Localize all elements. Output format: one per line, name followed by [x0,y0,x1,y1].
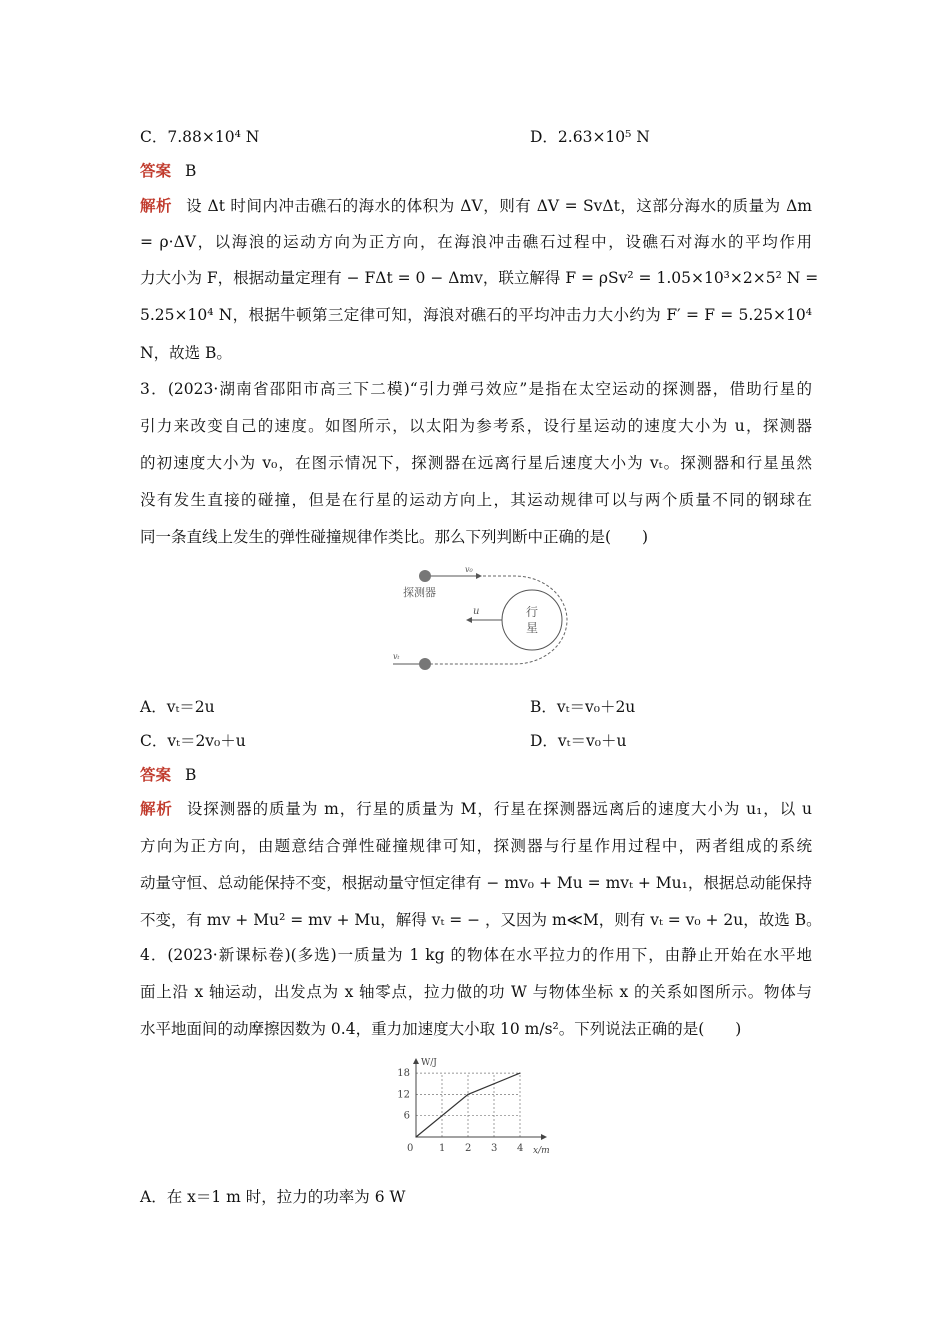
q3-answer [140,765,812,785]
probe-end-dot [419,658,431,670]
probe-label: 探测器 [403,586,436,599]
q2-option-c[interactable]: C．7.88×10⁴ N [140,128,260,146]
y-tick-label: 12 [397,1089,410,1101]
u-label: u [473,606,480,617]
q4-stem-line: 水平地面间的动摩擦因数为 0.4，重力加速度大小取 10 m/s²。下列说法正确的是( ) [140,1020,742,1038]
q3-analysis-line: 动量守恒、总动能保持不变，根据动量守恒定律有 − mv₀ + Mu = mvₜ + Mu₁，根据总动能保持 [140,874,812,892]
q3-analysis-line: 解析 设探测器的质量为 m，行星的质量为 M，行星在探测器远离后的速度大小为 u₁，以 u [140,799,812,818]
series-point [415,1136,416,1137]
analysis-label: 解析 [140,196,173,215]
q3-options-row-1 [140,697,812,717]
answer-value: B [185,766,197,784]
q4-stem-line: 4．(2023·新课标卷)(多选)一质量为 1 kg 的物体在水平拉力的作用下，由静止开始在水平地 [140,946,812,964]
q3-stem-line: 同一条直线上发生的弹性碰撞规律作类比。那么下列判断中正确的是( ) [140,528,649,546]
q3-stem-line: 的初速度大小为 v₀，在图示情况下，探测器在远离行星后速度大小为 vₜ。探测器和行星虽然 [140,454,812,472]
q2-option-d[interactable]: D．2.63×10⁵ N [530,128,650,146]
answer-label: 答案 [140,161,172,180]
y-tick-label: 18 [397,1068,410,1080]
q3-option-b[interactable]: B．vₜ＝v₀＋2u [530,698,636,716]
slingshot-diagram [395,562,585,672]
q3-option-c[interactable]: C．vₜ＝2v₀＋u [140,732,246,750]
q2-analysis-line: = ρ·ΔV，以海浪的运动方向为正方向，在海浪冲击礁石过程中，设礁石对海水的平均作用 [140,233,812,251]
x-tick-label: 2 [465,1143,472,1154]
planet-label-1: 行 [526,605,539,619]
q2-answer [140,161,812,181]
grid-layer [416,1073,520,1137]
y-axis-label: W/J [421,1058,437,1068]
q3-analysis-line: 不变，有 mv + Mu² = mv + Mu，解得 vₜ = − ，又因为 m≪M，则有 vₜ = v₀ + 2u，故选 B。 [140,911,822,929]
answer-label: 答案 [140,765,172,784]
planet-label-2: 星 [526,621,539,635]
origin-label: 0 [407,1143,414,1154]
q2-analysis-line: 5.25×10⁴ N，根据牛顿第三定律可知，海浪对礁石的平均冲击力大小约为 F′ = F = 5.25×10⁴ [140,306,812,324]
q2-analysis-line: 力大小为 F，根据动量定理有 − FΔt = 0 − Δmv，联立解得 F = ρSv² = 1.05×10³×2×5² N = [140,269,819,287]
v0-label: v₀ [465,565,473,574]
series-point [519,1073,520,1074]
x-tick-label: 3 [491,1143,498,1154]
q3-option-d[interactable]: D．vₜ＝v₀＋u [530,732,627,750]
q2-options-row [140,127,812,147]
q3-options-row-2 [140,731,812,751]
x-tick-label: 1 [439,1143,446,1154]
q4-option-a[interactable]: A．在 x＝1 m 时，拉力的功率为 6 W [140,1188,406,1206]
x-tick-label: 4 [517,1143,524,1154]
q2-analysis-line: 解析 设 Δt 时间内冲击礁石的海水的体积为 ΔV，则有 ΔV = SvΔt，这部分海水的质量为 Δm [140,196,812,215]
q3-analysis-line: 方向为正方向，由题意结合弹性碰撞规律可知，探测器与行星作用过程中，两者组成的系统 [140,837,812,855]
q2-analysis-line: N，故选 B。 [140,344,232,362]
q3-option-a[interactable]: A．vₜ＝2u [140,698,215,716]
q4-stem-line: 面上沿 x 轴运动，出发点为 x 轴零点，拉力做的功 W 与物体坐标 x 的关系如图所示。物体与 [140,983,812,1001]
q3-stem-line: 3．(2023·湖南省邵阳市高三下二模)“引力弹弓效应”是指在太空运动的探测器，借助行星的 [140,380,812,398]
q3-stem-line: 引力来改变自己的速度。如图所示，以太阳为参考系，设行星运动的速度大小为 u，探测器 [140,417,812,435]
x-axis-label: x/m [533,1146,550,1156]
answer-value: B [185,162,197,180]
probe-start-dot [419,570,431,582]
y-tick-label: 6 [403,1110,410,1122]
planet-circle [502,590,562,650]
q3-stem-line: 没有发生直接的碰撞，但是在行星的运动方向上，其运动规律可以与两个质量不同的钢球在 [140,491,812,509]
series-point [467,1094,468,1095]
analysis-label: 解析 [140,799,173,818]
work-displacement-chart [388,1053,563,1161]
vt-label: vₜ [393,652,400,661]
